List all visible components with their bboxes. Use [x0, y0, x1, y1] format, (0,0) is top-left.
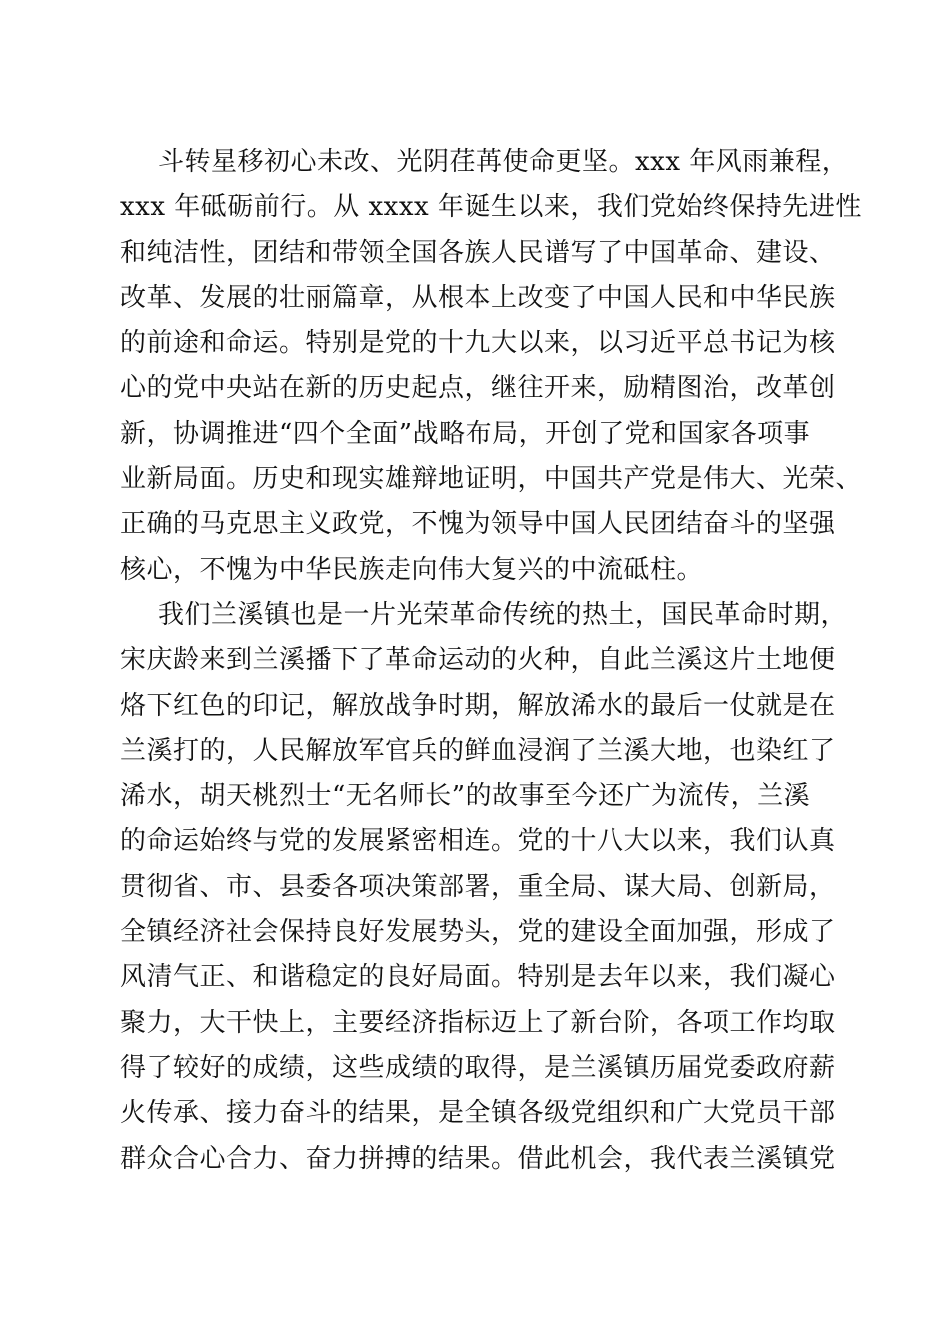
paragraph-2-line-12: 火传承、接力奋斗的结果，是全镇各级党组织和广大党员干部 — [120, 1098, 836, 1129]
paragraph-2-line-10: 聚力，大干快上，主要经济指标迈上了新台阶，各项工作均取 — [120, 1007, 836, 1038]
paragraph-1-line-3: 和纯洁性，团结和带领全国各族人民谱写了中国革命、建设、 — [120, 237, 836, 268]
paragraph-2-line-6: 的命运始终与党的发展紧密相连。党的十八大以来，我们认真 — [120, 826, 836, 857]
paragraph-2-line-1: 我们兰溪镇也是一片光荣革命传统的热土，国民革命时期， — [158, 599, 848, 630]
paragraph-2-line-5: 浠水，胡天桃烈士“无名师长”的故事至今还广为流传，兰溪 — [120, 781, 811, 812]
paragraph-2-line-9: 风清气正、和谐稳定的良好局面。特别是去年以来，我们凝心 — [120, 962, 836, 993]
paragraph-2-line-7: 贯彻省、市、县委各项决策部署，重全局、谋大局、创新局， — [120, 871, 836, 902]
paragraph-1-line-1: 斗转星移初心未改、光阴荏苒使命更坚。xxx 年风雨兼程， — [158, 147, 849, 177]
paragraph-2-line-8: 全镇经济社会保持良好发展势头，党的建设全面加强，形成了 — [120, 917, 836, 948]
paragraph-2-line-3: 烙下红色的印记，解放战争时期，解放浠水的最后一仗就是在 — [120, 690, 836, 721]
paragraph-1-line-4: 改革、发展的壮丽篇章，从根本上改变了中国人民和中华民族 — [120, 282, 836, 313]
paragraph-1-line-9: 正确的马克思主义政党，不愧为领导中国人民团结奋斗的坚强 — [120, 509, 836, 540]
paragraph-2-line-13: 群众合心合力、奋力拼搏的结果。借此机会，我代表兰溪镇党 — [120, 1143, 836, 1174]
paragraph-2-line-11: 得了较好的成绩，这些成绩的取得，是兰溪镇历届党委政府薪 — [120, 1052, 836, 1083]
paragraph-1-line-2: xxx 年砥砺前行。从 xxxx 年诞生以来，我们党始终保持先进性 — [120, 192, 862, 223]
paragraph-1-line-8: 业新局面。历史和现实雄辩地证明，中国共产党是伟大、光荣、 — [120, 464, 863, 495]
body-text — [120, 140, 863, 1182]
paragraph-2-line-4: 兰溪打的，人民解放军官兵的鲜血浸润了兰溪大地，也染红了 — [120, 735, 836, 766]
paragraph-1-line-7: 新，协调推进“四个全面”战略布局，开创了党和国家各项事 — [120, 418, 811, 449]
paragraph-1-line-10: 核心，不愧为中华民族走向伟大复兴的中流砥柱。 — [120, 554, 704, 585]
paragraph-1-line-5: 的前途和命运。特别是党的十九大以来，以习近平总书记为核 — [120, 328, 836, 359]
paragraph-2-line-2: 宋庆龄来到兰溪播下了革命运动的火种，自此兰溪这片土地便 — [120, 645, 836, 676]
paragraph-1-line-6: 心的党中央站在新的历史起点，继往开来，励精图治，改革创 — [120, 373, 836, 404]
